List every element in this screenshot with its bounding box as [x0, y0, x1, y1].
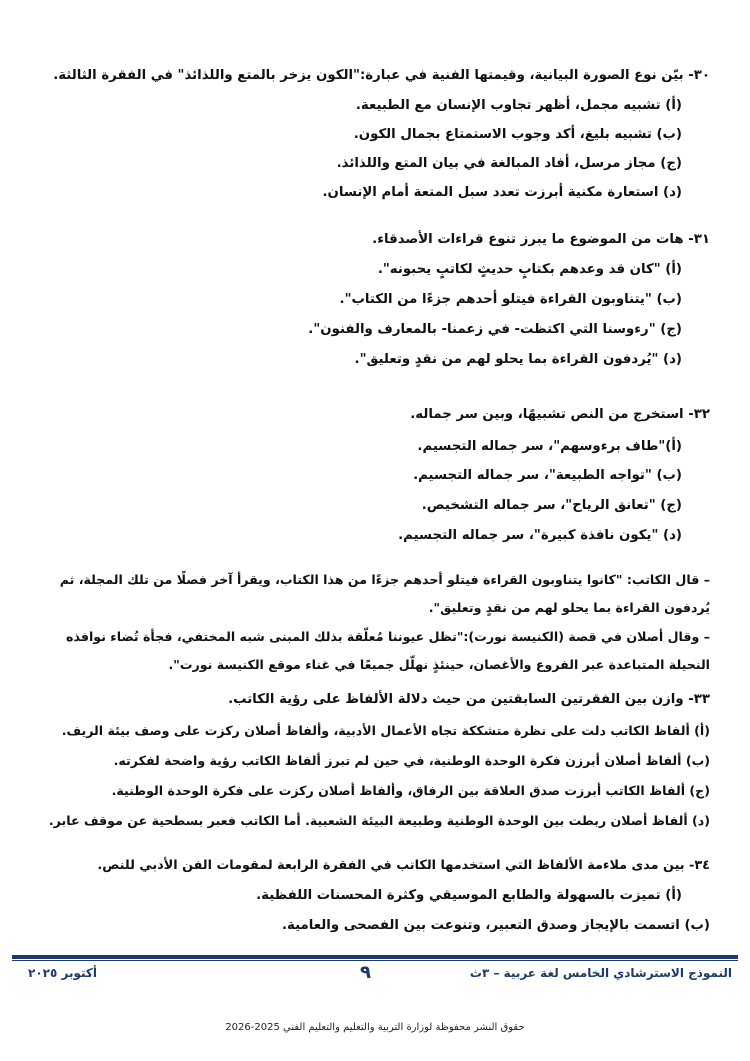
passage-line-2: يُردفون القراءة بما يحلو لهم من نقدٍ وتعليق".	[428, 600, 710, 615]
q31-option-c: (ج) "رءوسنا التي اكتظت- في زعمنا- بالمعارف والفنون".	[308, 322, 682, 337]
q34-option-b: (ب) اتسمت بالإيجاز وصدق التعبير، وتنوعت بين الفصحى والعامية.	[282, 918, 710, 933]
q31-option-a: (أ) "كان قد وعدهم بكتابٍ حديثٍ لكاتبٍ يحبونه".	[377, 262, 682, 277]
q33-option-b: (ب) ألفاظ أصلان أبرزن فكرة الوحدة الوطنية، في حين لم تبرز ألفاظ الكاتب رؤية واضحة لفكرته.	[113, 753, 710, 768]
passage-line-4: النحيلة المتباعدة عبر الفروع والأغصان، حينئذٍ نهلّل جميعًا في غناء موقع الكنيسة نورت".	[168, 657, 710, 672]
copyright-notice: حقوق النشر محفوظة لوزارة التربية والتعليم والتعليم الفني 2025-2026	[225, 1022, 525, 1033]
q32-stem: ٣٢- استخرج من النص تشبيهًا، وبين سر جماله.	[410, 407, 710, 422]
q31-option-d: (د) "يُردفون القراءة بما يحلو لهم من نقدٍ وتعليق".	[354, 352, 682, 367]
footer-divider	[12, 955, 738, 959]
q30-option-b: (ب) تشبيه بليغ، أكد وجوب الاستمتاع بجمال الكون.	[353, 127, 682, 142]
q34-stem: ٣٤- بين مدى ملاءمة الألفاظ التي استخدمها الكاتب في الفقرة الرابعة لمقومات الفن الأدبي للنص.	[97, 858, 710, 873]
q31-stem: ٣١- هات من الموضوع ما يبرز تنوع قراءات الأصدقاء.	[372, 232, 710, 247]
q32-option-a: (أ)"طاف برءوسهم"، سر جماله التجسيم.	[417, 439, 682, 454]
q30-stem: ٣٠- بيّن نوع الصورة البيانية، وقيمتها الفنية في عبارة:"الكون يزخر بالمتع واللذائذ" في الفقرة الثالثة.	[53, 68, 710, 83]
q34-option-a: (أ) تميزت بالسهولة والطابع الموسيقي وكثرة المحسنات اللفظية.	[256, 888, 682, 903]
q32-option-b: (ب) "تواجه الطبيعة"، سر جماله التجسيم.	[413, 468, 682, 483]
footer-exam-title: النموذج الاسترشادي الخامس لغة عربية – ٣ث	[469, 966, 732, 980]
footer-date: أكتوبر ٢٠٢٥	[28, 966, 97, 980]
passage-line-3: – وقال أصلان في قصة (الكنيسة نورت):"تظل عيوننا مُعلّقة بذلك المبنى شبه المختفي، فجأة تُضاء نوافذه	[66, 629, 710, 644]
q33-option-d: (د) ألفاظ أصلان ربطت بين الوحدة الوطنية وطبيعة البيئة الشعبية. أما الكاتب فعبر بسطحية عن موقف عابر.	[48, 813, 710, 828]
footer-divider-thin	[12, 960, 738, 961]
q32-option-c: (ج) "تعانق الرياح"، سر جماله التشخيص.	[421, 498, 682, 513]
q33-option-c: (ج) ألفاظ الكاتب أبرزت صدق العلاقة بين الرفاق، وألفاظ أصلان ركزت على فكرة الوحدة الوطنية.	[111, 783, 710, 798]
q33-stem: ٣٣- وازن بين الفقرتين السابقتين من حيث دلالة الألفاظ على رؤية الكاتب.	[228, 692, 710, 707]
q33-option-a: (أ) ألفاظ الكاتب دلت على نظرة متشككة تجاه الأعمال الأدبية، وألفاظ أصلان ركزت على وصف بيئة الريف.	[61, 723, 710, 738]
q31-option-b: (ب) "يتناوبون القراءة فيتلو أحدهم جزءًا من الكتاب".	[339, 292, 682, 307]
q30-option-c: (ج) مجاز مرسل، أفاد المبالغة في بيان المتع واللذائذ.	[336, 156, 682, 171]
q30-option-d: (د) استعارة مكنية أبرزت تعدد سبل المتعة أمام الإنسان.	[322, 185, 682, 200]
footer-page-number: ٩	[360, 962, 371, 983]
q30-option-a: (أ) تشبيه مجمل، أظهر تجاوب الإنسان مع الطبيعة.	[355, 98, 682, 113]
passage-line-1: – قال الكاتب: "كانوا يتناوبون القراءة فيتلو أحدهم جزءًا من هذا الكتاب، ويقرأ آخر فصلًا من تلك المجلة، ثم	[59, 572, 710, 587]
q32-option-d: (د) "يكون نافذة كبيرة"، سر جماله التجسيم.	[398, 528, 682, 543]
